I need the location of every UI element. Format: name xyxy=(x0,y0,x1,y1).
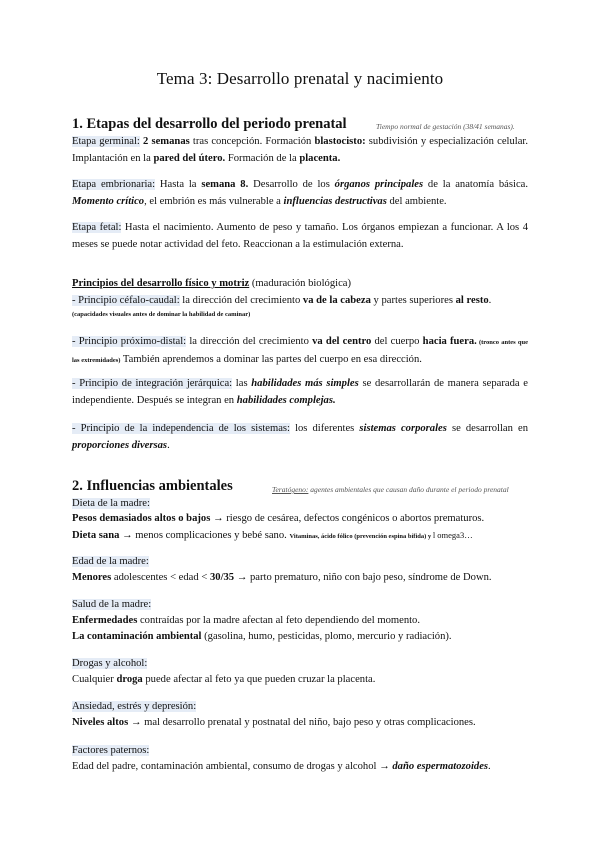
text-run: → menos complicaciones y bebé sano. xyxy=(119,530,290,541)
paternos-line xyxy=(72,759,528,775)
salud-label-line xyxy=(72,597,528,613)
ansiedad-line xyxy=(72,715,528,731)
principio-proximo-label: - Principio próximo-distal: xyxy=(72,336,187,347)
etapa-fetal-label: Etapa fetal: xyxy=(72,222,122,233)
text-run: (maduración biológica) xyxy=(249,278,352,289)
text-run: Formación de la xyxy=(225,152,300,164)
text-run: subdivisión y especialización celular. Implantación en la xyxy=(72,136,529,164)
dieta-label-line xyxy=(72,496,528,512)
text-run: . xyxy=(488,761,491,772)
text-run: Edad del padre, contaminación ambiental, consumo de drogas y alcohol → xyxy=(72,761,393,772)
bold-run: Enfermedades xyxy=(72,615,138,626)
ansiedad-label: Ansiedad, estrés y depresión: xyxy=(72,701,197,712)
principio-integracion xyxy=(72,376,528,409)
bold-italic-run: habilidades más simples xyxy=(251,378,359,389)
bold-run: placenta. xyxy=(299,152,341,164)
text-run: puede afectar al feto ya que pueden cruzar la placenta. xyxy=(142,674,376,685)
text-run: la dirección del crecimiento xyxy=(186,336,313,347)
bold-italic-run: órganos principales xyxy=(334,179,424,190)
dieta-small-note: Vitaminas, ácido fólico (prevención espina bífida) y xyxy=(289,533,433,540)
bold-run: pared del útero. xyxy=(153,152,226,164)
etapa-germinal-label: Etapa germinal: xyxy=(72,136,140,147)
principio-independencia-label: - Principio de la independencia de los sistemas: xyxy=(72,423,290,434)
text-run: , el embrión es más vulnerable a xyxy=(144,195,284,207)
bold-run: Pesos demasiados altos o bajos xyxy=(72,513,211,524)
principio-cefalo-label: - Principio céfalo-caudal: xyxy=(72,295,180,306)
text-run: . xyxy=(488,295,492,306)
text-run: se desarrollarán de manera separada e independiente. Después se integran en xyxy=(72,378,528,406)
text-run: contraídas por la madre afectan al feto dependiendo del momento. xyxy=(137,615,421,626)
text-run: las xyxy=(232,378,252,389)
text-run: → parto prematuro, niño con bajo peso, síndrome de Down. xyxy=(234,572,492,583)
bold-run: Dieta sana xyxy=(72,530,120,541)
dieta-label: Dieta de la madre: xyxy=(72,498,150,509)
text-run: Desarrollo de los xyxy=(248,179,335,190)
text-run: Cualquier xyxy=(72,674,117,685)
salud-label: Salud de la madre: xyxy=(72,599,152,610)
bold-run: Menores xyxy=(72,572,112,583)
edad-line xyxy=(72,570,528,586)
text-run: y partes superiores xyxy=(370,295,456,306)
cefalo-small-note-line xyxy=(72,308,528,321)
bold-run: 30/35 xyxy=(209,572,235,583)
section-2-heading: 2. Influencias ambientales xyxy=(72,478,233,494)
cefalo-small-note: (capacidades visuales antes de dominar la habilidad de caminar) xyxy=(72,311,251,318)
bold-run: droga xyxy=(116,674,143,685)
bold-run: 2 semanas xyxy=(143,136,190,147)
bold-run: La contaminación ambiental xyxy=(72,631,202,642)
teratogeno-note xyxy=(272,485,509,494)
text-run: → riesgo de cesárea, defectos congénicos o abortos prematuros. xyxy=(210,513,485,524)
text-run: agentes ambientales que causan daño durante el periodo prenatal xyxy=(308,485,509,494)
etapa-embrionaria-paragraph xyxy=(72,177,528,210)
text-run: del cuerpo xyxy=(371,336,423,347)
principio-proximo-distal xyxy=(72,334,528,369)
bold-italic-run: sistemas corporales xyxy=(359,423,447,434)
page-title: Tema 3: Desarrollo prenatal y nacimiento xyxy=(156,69,444,88)
bold-italic-run: influencias destructivas xyxy=(283,195,387,207)
gestation-note: Tiempo normal de gestación (38/41 semanas). xyxy=(376,122,515,131)
bold-italic-run: proporciones diversas xyxy=(72,439,168,451)
edad-label: Edad de la madre: xyxy=(72,556,149,567)
salud-line-1 xyxy=(72,613,528,629)
drogas-label-line xyxy=(72,656,528,672)
dieta-line-1 xyxy=(72,511,528,527)
text-run: También aprendemos a dominar las partes del cuerpo en esa dirección. xyxy=(120,353,422,365)
bold-run: hacia fuera. xyxy=(422,336,477,347)
bold-run: blastocisto: xyxy=(314,136,366,147)
bold-italic-run: habilidades complejas. xyxy=(236,394,336,406)
etapa-germinal-paragraph xyxy=(72,134,528,167)
text-run: . xyxy=(167,439,170,451)
etapa-embrionaria-label: Etapa embrionaria: xyxy=(72,179,156,190)
paternos-label: Factores paternos: xyxy=(72,745,150,756)
dieta-line-2 xyxy=(72,527,528,545)
text-run: → mal desarrollo prenatal y postnatal del niño, bajo peso y otras complicaciones. xyxy=(128,717,476,728)
text-run: tras concepción. Formación xyxy=(189,136,315,147)
edad-label-line xyxy=(72,554,528,570)
drogas-label: Drogas y alcohol: xyxy=(72,658,148,669)
text-run: del ambiente. xyxy=(386,195,447,207)
text-run: (gasolina, humo, pesticidas, plomo, mercurio y radiación). xyxy=(201,631,452,642)
principios-heading-line xyxy=(72,276,528,292)
bold-run: al resto xyxy=(455,295,489,306)
text-run: Hasta la xyxy=(155,179,202,190)
text-run: adolescentes < edad < xyxy=(111,572,210,583)
bold-run: semana 8. xyxy=(201,179,249,190)
principio-independencia xyxy=(72,421,528,454)
salud-line-2 xyxy=(72,629,528,645)
principio-integracion-label: - Principio de integración jerárquica: xyxy=(72,378,233,389)
etapa-fetal-paragraph xyxy=(72,220,528,253)
paternos-label-line xyxy=(72,743,528,759)
text-run: de la anatomía básica. xyxy=(423,179,529,190)
proximo-small-note: (tronco antes que las extremidades) xyxy=(72,339,528,364)
text-run: l omega3… xyxy=(432,530,473,540)
bold-run: Niveles altos xyxy=(72,717,129,728)
bold-italic-run: Momento crítico xyxy=(72,195,145,207)
teratogeno-label: Teratógeno: xyxy=(272,485,309,494)
text-run: los diferentes xyxy=(289,423,360,434)
principios-heading: Principios del desarrollo físico y motriz xyxy=(72,278,250,289)
text-run: se desarrollan en xyxy=(446,423,528,434)
ansiedad-label-line xyxy=(72,699,528,715)
section-1-heading: 1. Etapas del desarrollo del periodo prenatal xyxy=(72,116,347,132)
text-run: la dirección del crecimiento xyxy=(179,295,303,306)
bold-run: va del centro xyxy=(312,336,372,347)
text-run: Hasta el nacimiento. Aumento de peso y tamaño. Los órganos empiezan a funcionar. A los 4 meses se puede notar actividad del feto. Reaccionan a la estimulación externa. xyxy=(72,222,528,250)
drogas-line xyxy=(72,672,528,688)
bold-italic-run: daño espermatozoides xyxy=(392,761,489,772)
bold-run: va de la cabeza xyxy=(302,295,371,306)
